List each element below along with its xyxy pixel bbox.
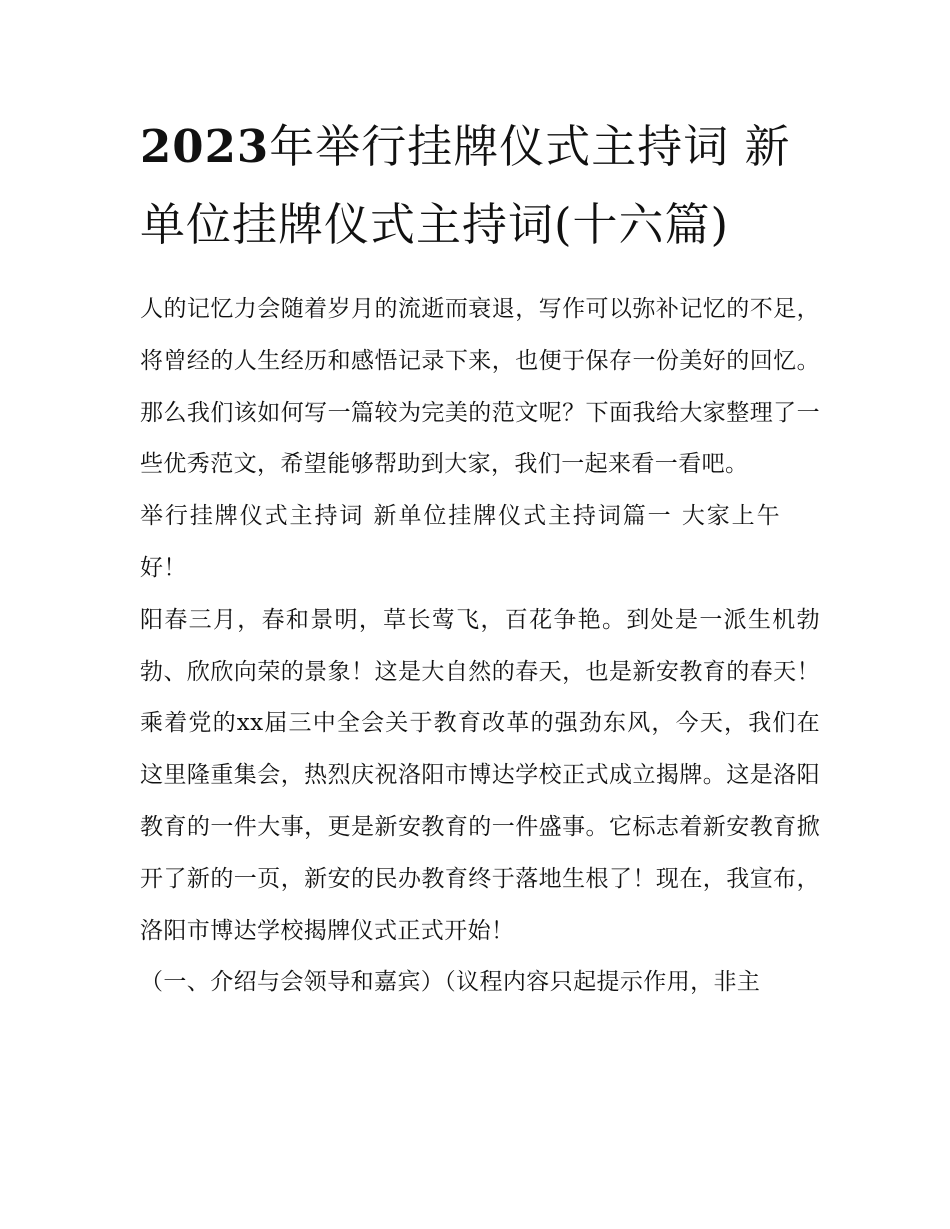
document-title: [140, 108, 820, 264]
document-body: [140, 284, 820, 1009]
agenda-paragraph: （一、介绍与会领导和嘉宾）（议程内容只起提示作用，非主: [140, 969, 761, 996]
intro-paragraph: 人的记忆力会随着岁月的流逝而衰退，写作可以弥补记忆的不足，将曾经的人生经历和感悟记录下来，也便于保存一份美好的回忆。那么我们该如何写一篇较为完美的范文呢？下面我给大家整理了一些优秀范文，希望能够帮助到大家，我们一起来看一看吧。: [140, 296, 820, 478]
speech-paragraph: 阳春三月，春和景明，草长莺飞，百花争艳。到处是一派生机勃勃、欣欣向荣的景象！这是大自然的春天，也是新安教育的春天！乘着党的xx届三中全会关于教育改革的强劲东风，今天，我们在这里隆重集会，热烈庆祝洛阳市博达学校正式成立揭牌。这是洛阳教育的一件大事，更是新安教育的一件盛事。它标志着新安教育掀开了新的一页，新安的民办教育终于落地生根了！现在，我宣布，洛阳市博达学校揭牌仪式正式开始！: [140, 606, 820, 944]
title-year: 2023: [140, 120, 270, 173]
title-text: 年举行挂牌仪式主持词 新单位挂牌仪式主持词(十六篇): [140, 120, 791, 251]
document-page: [140, 108, 820, 1009]
section-heading-paragraph: 举行挂牌仪式主持词 新单位挂牌仪式主持词篇一 大家上午好！: [140, 503, 780, 581]
